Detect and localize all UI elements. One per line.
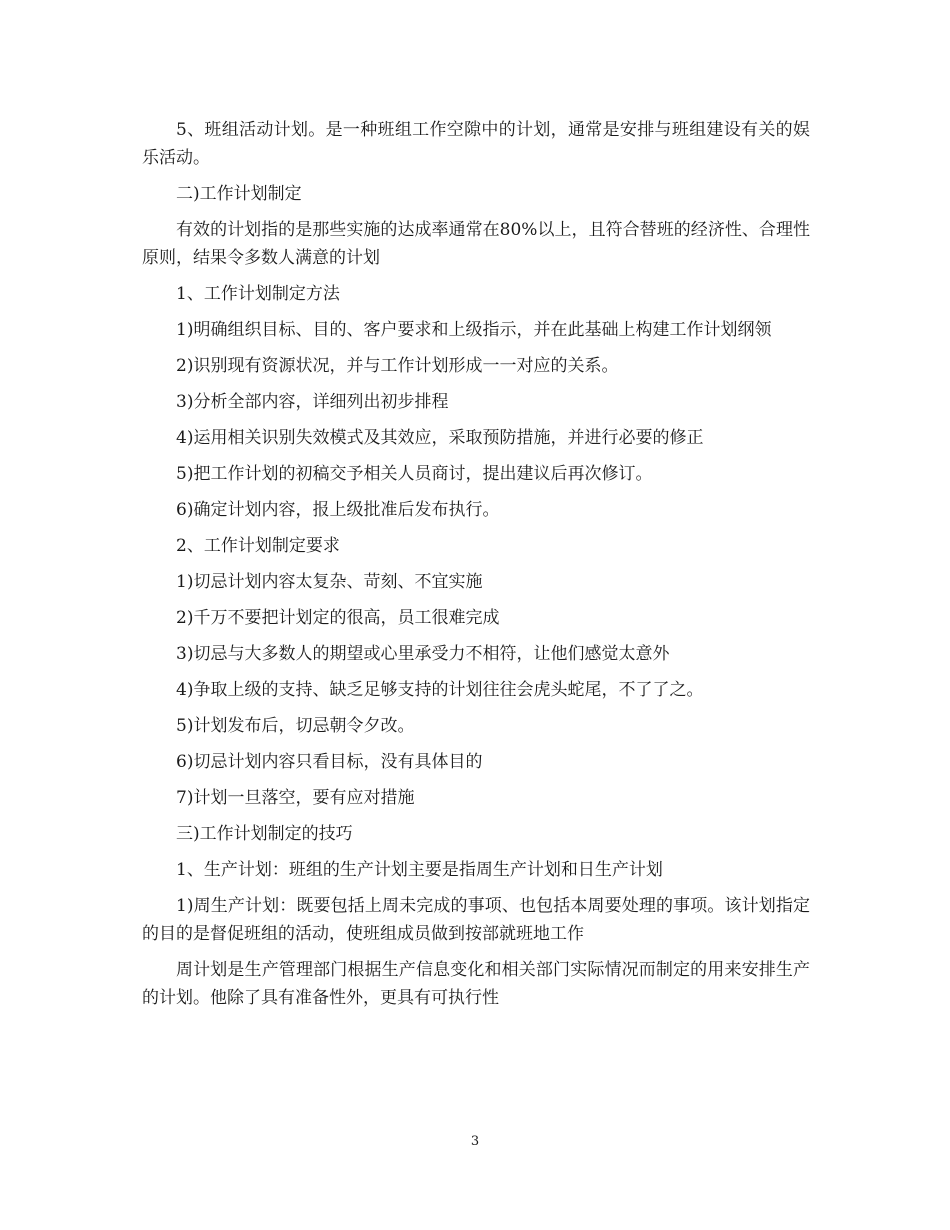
paragraph: 5、班组活动计划。是一种班组工作空隙中的计划，通常是安排与班组建设有关的娱乐活动。 (142, 120, 810, 168)
list-item: 4)运用相关识别失效模式及其效应，采取预防措施，并进行必要的修正 (176, 428, 704, 448)
section-heading: 二)工作计划制定 (176, 184, 302, 204)
subsection-heading: 2、工作计划制定要求 (176, 536, 340, 556)
section-heading: 三)工作计划制定的技巧 (176, 824, 353, 844)
list-item: 5)计划发布后，切忌朝令夕改。 (176, 716, 415, 736)
paragraph: 有效的计划指的是那些实施的达成率通常在80%以上，且符合替班的经济性、合理性原则，结果令多数人满意的计划 (142, 220, 810, 268)
list-item: 1)周生产计划：既要包括上周未完成的事项、也包括本周要处理的事项。该计划指定的目的是督促班组的活动，使班组成员做到按部就班地工作 (142, 896, 810, 944)
list-item: 3)切忌与大多数人的期望或心里承受力不相符，让他们感觉太意外 (176, 644, 670, 664)
page-body (142, 116, 810, 1020)
list-item: 2)识别现有资源状况，并与工作计划形成一一对应的关系。 (176, 356, 619, 376)
page-number: 3 (470, 1134, 480, 1149)
list-item: 4)争取上级的支持、缺乏足够支持的计划往往会虎头蛇尾，不了了之。 (176, 680, 704, 700)
subsection-heading: 1、生产计划：班组的生产计划主要是指周生产计划和日生产计划 (176, 860, 663, 880)
paragraph: 周计划是生产管理部门根据生产信息变化和相关部门实际情况而制定的用来安排生产的计划。他除了具有准备性外，更具有可执行性 (142, 960, 810, 1008)
list-item: 3)分析全部内容，详细列出初步排程 (176, 392, 449, 412)
list-item: 6)切忌计划内容只看目标，没有具体目的 (176, 752, 483, 772)
list-item: 1)明确组织目标、目的、客户要求和上级指示，并在此基础上构建工作计划纲领 (176, 320, 772, 340)
list-item: 2)千万不要把计划定的很高，员工很难完成 (176, 608, 500, 628)
list-item: 6)确定计划内容，报上级批准后发布执行。 (176, 500, 500, 520)
list-item: 7)计划一旦落空，要有应对措施 (176, 788, 415, 808)
list-item: 1)切忌计划内容太复杂、苛刻、不宜实施 (176, 572, 483, 592)
list-item: 5)把工作计划的初稿交予相关人员商讨，提出建议后再次修订。 (176, 464, 653, 484)
subsection-heading: 1、工作计划制定方法 (176, 284, 340, 304)
